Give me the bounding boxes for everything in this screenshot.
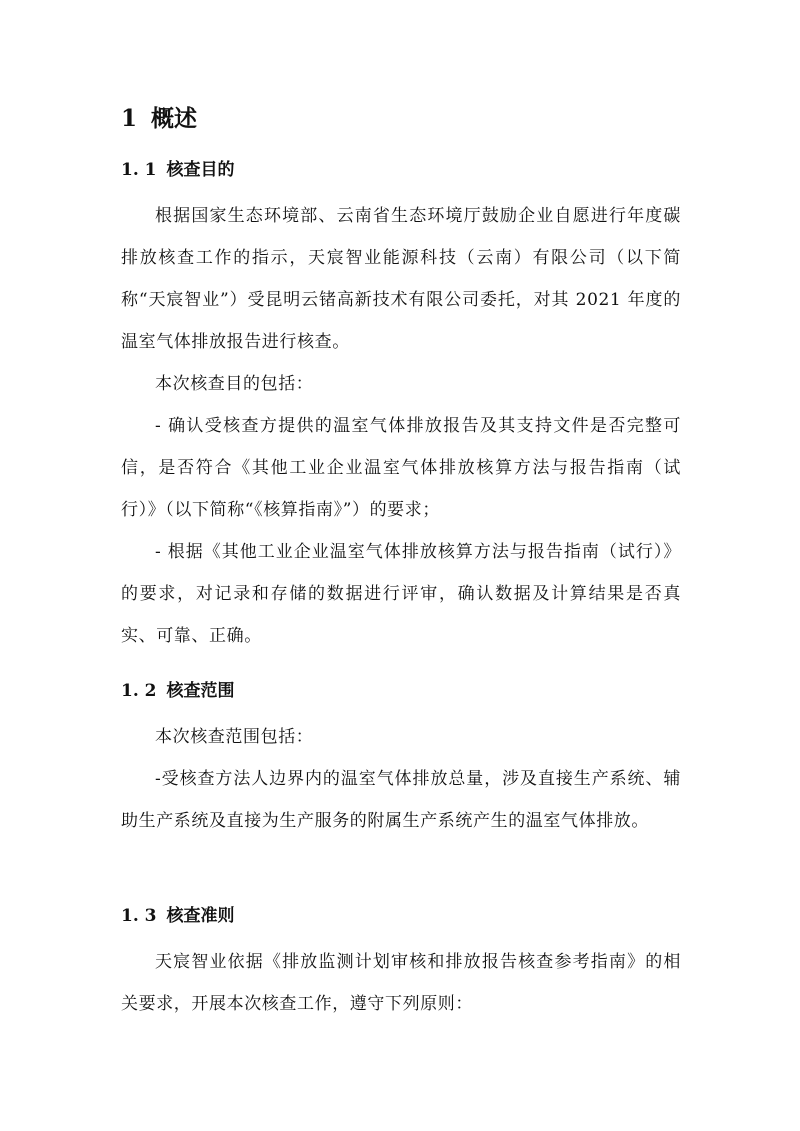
section-heading-1-1	[121, 157, 235, 183]
section-heading-1-2	[121, 678, 235, 704]
paragraph: 天宸智业依据《排放监测计划审核和排放报告核查参考指南》的相关要求，开展本次核查工作，遵守下列原则：	[121, 952, 681, 1014]
paragraph: -受核查方法人边界内的温室气体排放总量，涉及直接生产系统、辅助生产系统及直接为生产服务的附属生产系统产生的温室气体排放。	[121, 769, 681, 831]
paragraph: - 确认受核查方提供的温室气体排放报告及其支持文件是否完整可信，是否符合《其他工业企业温室气体排放核算方法与报告指南（试行）》（以下简称“《核算指南》”）的要求；	[121, 416, 681, 520]
paragraph: 本次核查范围包括：	[155, 727, 314, 747]
section-number: 1. 1	[121, 160, 157, 180]
section-title: 核查目的	[166, 160, 235, 180]
chapter-heading	[121, 102, 197, 136]
section-title: 核查范围	[166, 681, 235, 701]
section-heading-1-3	[121, 903, 235, 929]
section-number: 1. 2	[121, 681, 157, 701]
paragraph: 根据国家生态环境部、云南省生态环境厅鼓励企业自愿进行年度碳排放核查工作的指示，天宸智业能源科技（云南）有限公司（以下简称“天宸智业”）受昆明云锗高新技术有限公司委托，对其 2021 年度的温室气体排放报告进行核查。	[121, 206, 681, 352]
chapter-number: 1	[121, 105, 138, 132]
section-title: 核查准则	[166, 906, 235, 926]
section-number: 1. 3	[121, 906, 157, 926]
chapter-title: 概述	[151, 105, 198, 132]
paragraph: 本次核查目的包括：	[155, 374, 314, 394]
paragraph: - 根据《其他工业企业温室气体排放核算方法与报告指南（试行）》的要求，对记录和存储的数据进行评审，确认数据及计算结果是否真实、可靠、正确。	[121, 542, 681, 646]
